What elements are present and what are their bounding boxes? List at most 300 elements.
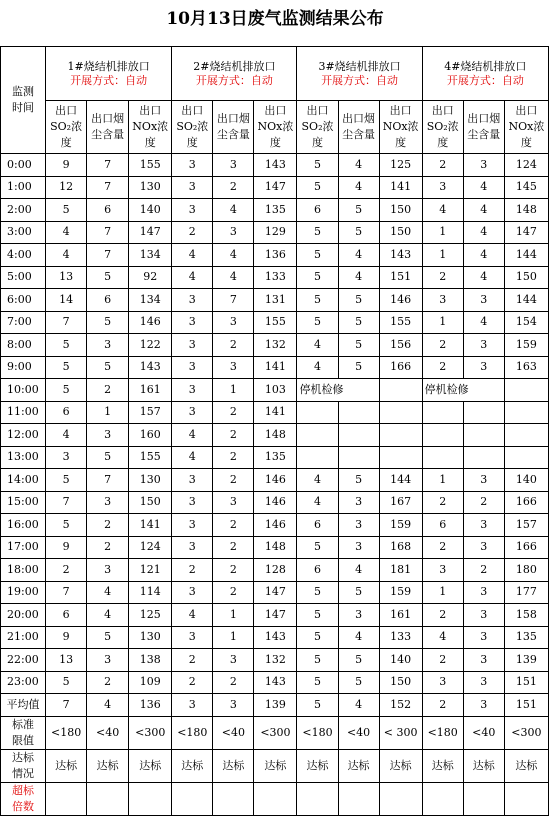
value-cell: 2	[213, 469, 254, 492]
sub-header-1-1: 出口SO₂浓度	[46, 101, 87, 154]
value-cell: 2	[213, 514, 254, 537]
standard-cell: <180	[422, 716, 463, 749]
value-cell: 3	[338, 491, 379, 514]
value-cell: 166	[379, 356, 422, 379]
value-cell: 3	[172, 199, 213, 222]
value-cell: 161	[379, 604, 422, 627]
time-cell: 3:00	[1, 221, 46, 244]
value-cell: 6	[87, 199, 129, 222]
value-cell: 4	[213, 266, 254, 289]
value-cell: 154	[504, 311, 548, 334]
time-cell: 0:00	[1, 154, 46, 177]
value-cell: 4	[213, 244, 254, 267]
value-cell: 3	[87, 559, 129, 582]
value-cell: 5	[338, 199, 379, 222]
value-cell: 6	[297, 199, 338, 222]
value-cell: 131	[254, 289, 297, 312]
table-row	[1, 379, 549, 402]
machine-4-mode: 开展方式：自动	[446, 73, 524, 87]
value-cell: 157	[129, 401, 172, 424]
value-cell: 3	[172, 356, 213, 379]
value-cell: 5	[338, 289, 379, 312]
value-cell: 135	[254, 199, 297, 222]
table-row	[1, 289, 549, 312]
value-cell: 158	[504, 604, 548, 627]
value-cell: 3	[463, 626, 504, 649]
value-cell: 156	[379, 334, 422, 357]
table-row	[1, 491, 549, 514]
value-cell: 3	[213, 311, 254, 334]
value-cell: 2	[172, 671, 213, 694]
sub-header-3-3: 出口NOx浓度	[379, 101, 422, 154]
value-cell: 155	[129, 154, 172, 177]
value-cell: 150	[379, 221, 422, 244]
value-cell: 5	[46, 199, 87, 222]
value-cell: 157	[504, 514, 548, 537]
table-row	[1, 694, 549, 717]
value-cell: 147	[254, 581, 297, 604]
value-cell: 132	[254, 649, 297, 672]
value-cell: 150	[379, 199, 422, 222]
value-cell: 1	[87, 401, 129, 424]
value-cell: 3	[87, 491, 129, 514]
value-cell: 2	[213, 559, 254, 582]
time-cell: 7:00	[1, 311, 46, 334]
standard-cell: <180	[297, 716, 338, 749]
value-cell: 2	[213, 536, 254, 559]
value-cell: 140	[379, 649, 422, 672]
machine-3-name: 3#烧结机排放口	[318, 59, 401, 73]
value-cell: 7	[46, 491, 87, 514]
value-cell: 128	[254, 559, 297, 582]
value-cell: 3	[172, 536, 213, 559]
value-cell: 143	[129, 356, 172, 379]
value-cell: 7	[46, 581, 87, 604]
value-cell: 5	[338, 671, 379, 694]
value-cell: 1	[422, 469, 463, 492]
time-cell: 15:00	[1, 491, 46, 514]
value-cell: 2	[422, 334, 463, 357]
time-cell: 20:00	[1, 604, 46, 627]
value-cell: 2	[172, 559, 213, 582]
value-cell: 3	[463, 649, 504, 672]
exceed-cell	[297, 782, 338, 815]
value-cell: 5	[46, 469, 87, 492]
table-row	[1, 626, 549, 649]
machine-3-mode: 开展方式：自动	[321, 73, 399, 87]
table-row	[1, 199, 549, 222]
value-cell: 3	[213, 221, 254, 244]
value-cell: 151	[504, 694, 548, 717]
value-cell: 148	[254, 424, 297, 447]
value-cell: 3	[213, 694, 254, 717]
exceed-label: 超标倍数	[1, 782, 46, 815]
value-cell: 146	[254, 469, 297, 492]
value-cell: 163	[504, 356, 548, 379]
empty-cell	[504, 424, 548, 447]
value-cell: 3	[172, 176, 213, 199]
value-cell: 147	[254, 176, 297, 199]
value-cell: 140	[504, 469, 548, 492]
status-row	[1, 749, 549, 782]
table-row	[1, 424, 549, 447]
value-cell: 2	[213, 671, 254, 694]
value-cell: 7	[87, 469, 129, 492]
value-cell: 12	[46, 176, 87, 199]
value-cell: 124	[129, 536, 172, 559]
status-cell: 达标	[463, 749, 504, 782]
value-cell: 4	[422, 199, 463, 222]
value-cell: 159	[379, 581, 422, 604]
value-cell: 141	[379, 176, 422, 199]
value-cell: 5	[338, 649, 379, 672]
value-cell: 181	[379, 559, 422, 582]
table-row	[1, 604, 549, 627]
empty-cell	[504, 401, 548, 424]
table-row	[1, 266, 549, 289]
value-cell: 3	[463, 334, 504, 357]
value-cell: 6	[46, 604, 87, 627]
time-cell: 平均值	[1, 694, 46, 717]
value-cell: 5	[338, 311, 379, 334]
value-cell: 3	[463, 581, 504, 604]
value-cell: 132	[254, 334, 297, 357]
value-cell: 4	[46, 221, 87, 244]
value-cell: 143	[254, 671, 297, 694]
value-cell: 161	[129, 379, 172, 402]
value-cell: 145	[504, 176, 548, 199]
value-cell: 5	[338, 356, 379, 379]
value-cell: 5	[46, 334, 87, 357]
table-row	[1, 221, 549, 244]
table-row	[1, 244, 549, 267]
value-cell: 2	[422, 491, 463, 514]
value-cell: 5	[297, 289, 338, 312]
value-cell: 147	[129, 221, 172, 244]
value-cell: 5	[46, 356, 87, 379]
status-cell: 达标	[46, 749, 87, 782]
value-cell: 3	[87, 424, 129, 447]
time-cell: 21:00	[1, 626, 46, 649]
standard-cell: <40	[87, 716, 129, 749]
value-cell: 7	[87, 244, 129, 267]
value-cell: 6	[297, 514, 338, 537]
machine-2-name: 2#烧结机排放口	[193, 59, 276, 73]
value-cell: 4	[338, 154, 379, 177]
sub-header-4-2: 出口烟尘含量	[463, 101, 504, 154]
value-cell: 3	[87, 649, 129, 672]
value-cell: 150	[504, 266, 548, 289]
value-cell: 4	[46, 424, 87, 447]
value-cell: 180	[504, 559, 548, 582]
value-cell: 3	[463, 289, 504, 312]
value-cell: 6	[46, 401, 87, 424]
value-cell: 7	[87, 221, 129, 244]
value-cell: 4	[338, 244, 379, 267]
status-cell: 达标	[87, 749, 129, 782]
value-cell: 167	[379, 491, 422, 514]
value-cell: 3	[213, 649, 254, 672]
exceed-cell	[422, 782, 463, 815]
value-cell: 3	[172, 469, 213, 492]
value-cell: 4	[297, 469, 338, 492]
value-cell: 4	[463, 221, 504, 244]
standard-cell: <40	[463, 716, 504, 749]
empty-cell	[379, 424, 422, 447]
value-cell: 141	[129, 514, 172, 537]
time-cell: 6:00	[1, 289, 46, 312]
value-cell: 5	[297, 221, 338, 244]
value-cell: 141	[254, 401, 297, 424]
value-cell: 4	[213, 199, 254, 222]
sub-header-2-1: 出口SO₂浓度	[172, 101, 213, 154]
value-cell: 7	[46, 694, 87, 717]
exceed-cell	[46, 782, 87, 815]
value-cell: 5	[297, 244, 338, 267]
value-cell: 5	[297, 154, 338, 177]
value-cell: 3	[422, 289, 463, 312]
value-cell: 2	[422, 604, 463, 627]
table-row	[1, 446, 549, 469]
standard-row	[1, 716, 549, 749]
standard-label: 标准限值	[1, 716, 46, 749]
value-cell: 1	[422, 581, 463, 604]
sub-header-1-2: 出口烟尘含量	[87, 101, 129, 154]
time-cell: 17:00	[1, 536, 46, 559]
value-cell: 2	[172, 649, 213, 672]
value-cell: 3	[422, 176, 463, 199]
value-cell: 3	[172, 581, 213, 604]
value-cell: 5	[87, 446, 129, 469]
value-cell: 4	[422, 626, 463, 649]
time-cell: 18:00	[1, 559, 46, 582]
value-cell: 150	[379, 671, 422, 694]
value-cell: 130	[129, 176, 172, 199]
maintenance-note-4: 停机检修	[422, 379, 504, 402]
value-cell: 5	[338, 581, 379, 604]
time-cell: 8:00	[1, 334, 46, 357]
value-cell: 5	[87, 266, 129, 289]
value-cell: 2	[213, 424, 254, 447]
value-cell: 2	[422, 356, 463, 379]
value-cell: 2	[172, 221, 213, 244]
value-cell: 4	[338, 559, 379, 582]
value-cell: 5	[46, 514, 87, 537]
value-cell: 144	[379, 469, 422, 492]
value-cell: 9	[46, 154, 87, 177]
value-cell: 1	[213, 604, 254, 627]
empty-cell	[338, 424, 379, 447]
value-cell: 2	[87, 379, 129, 402]
value-cell: 3	[338, 536, 379, 559]
value-cell: 150	[129, 491, 172, 514]
value-cell: 143	[254, 154, 297, 177]
value-cell: 4	[172, 244, 213, 267]
value-cell: 92	[129, 266, 172, 289]
value-cell: 2	[87, 536, 129, 559]
value-cell: 144	[504, 289, 548, 312]
empty-cell	[297, 446, 338, 469]
time-cell: 1:00	[1, 176, 46, 199]
sub-header-4-3: 出口NOx浓度	[504, 101, 548, 154]
value-cell: 135	[504, 626, 548, 649]
value-cell: 121	[129, 559, 172, 582]
table-row	[1, 401, 549, 424]
value-cell: 2	[213, 176, 254, 199]
exceed-cell	[379, 782, 422, 815]
time-cell: 4:00	[1, 244, 46, 267]
time-cell: 10:00	[1, 379, 46, 402]
status-cell: 达标	[254, 749, 297, 782]
value-cell: 151	[504, 671, 548, 694]
empty-cell	[504, 446, 548, 469]
value-cell: 3	[172, 491, 213, 514]
value-cell: 7	[213, 289, 254, 312]
value-cell: 146	[254, 514, 297, 537]
value-cell: 5	[297, 671, 338, 694]
exceed-cell	[254, 782, 297, 815]
value-cell: 2	[422, 154, 463, 177]
value-cell: 151	[379, 266, 422, 289]
value-cell: 1	[213, 626, 254, 649]
value-cell: 2	[213, 334, 254, 357]
value-cell: 5	[338, 334, 379, 357]
machine-2-header	[172, 47, 297, 101]
value-cell: 3	[463, 604, 504, 627]
value-cell: 146	[129, 311, 172, 334]
value-cell: 14	[46, 289, 87, 312]
table-row	[1, 154, 549, 177]
status-cell: 达标	[297, 749, 338, 782]
value-cell: 2	[422, 694, 463, 717]
value-cell: 4	[172, 424, 213, 447]
value-cell: 5	[87, 626, 129, 649]
time-column-header: 监测时间	[1, 47, 46, 154]
value-cell: 3	[172, 401, 213, 424]
value-cell: 5	[297, 266, 338, 289]
value-cell: 4	[87, 694, 129, 717]
value-cell: 3	[422, 559, 463, 582]
empty-cell	[379, 401, 422, 424]
value-cell: 9	[46, 536, 87, 559]
value-cell: 135	[254, 446, 297, 469]
value-cell: 4	[463, 266, 504, 289]
value-cell: 1	[422, 221, 463, 244]
value-cell: 3	[172, 289, 213, 312]
value-cell: 5	[46, 671, 87, 694]
value-cell: 5	[297, 649, 338, 672]
value-cell: 166	[504, 536, 548, 559]
standard-cell: < 300	[379, 716, 422, 749]
machine-1-header	[46, 47, 172, 101]
value-cell: 130	[129, 469, 172, 492]
value-cell: 13	[46, 266, 87, 289]
value-cell: 4	[297, 491, 338, 514]
status-label: 达标情况	[1, 749, 46, 782]
table-row	[1, 581, 549, 604]
time-cell: 11:00	[1, 401, 46, 424]
value-cell: 133	[254, 266, 297, 289]
value-cell: 155	[254, 311, 297, 334]
empty-cell	[338, 401, 379, 424]
value-cell: 5	[297, 694, 338, 717]
value-cell: 4	[338, 266, 379, 289]
value-cell: 3	[172, 626, 213, 649]
value-cell: 2	[213, 581, 254, 604]
exceed-cell	[129, 782, 172, 815]
machine-3-header	[297, 47, 422, 101]
value-cell: 2	[422, 536, 463, 559]
empty-cell	[463, 424, 504, 447]
value-cell: 146	[379, 289, 422, 312]
value-cell: 147	[504, 221, 548, 244]
value-cell: 152	[379, 694, 422, 717]
table-row	[1, 356, 549, 379]
value-cell: 4	[463, 176, 504, 199]
value-cell: 4	[172, 604, 213, 627]
value-cell: 160	[129, 424, 172, 447]
sub-header-3-1: 出口SO₂浓度	[297, 101, 338, 154]
value-cell: 5	[297, 176, 338, 199]
value-cell: 5	[297, 581, 338, 604]
value-cell: 136	[254, 244, 297, 267]
machine-2-mode: 开展方式：自动	[195, 73, 273, 87]
value-cell: 3	[463, 469, 504, 492]
value-cell: 133	[379, 626, 422, 649]
machine-4-name: 4#烧结机排放口	[444, 59, 527, 73]
value-cell: 129	[254, 221, 297, 244]
value-cell: 5	[338, 469, 379, 492]
value-cell: 7	[46, 311, 87, 334]
value-cell: 5	[297, 311, 338, 334]
value-cell: 7	[87, 176, 129, 199]
value-cell: 168	[379, 536, 422, 559]
sub-header-1-3: 出口NOx浓度	[129, 101, 172, 154]
value-cell: 4	[87, 581, 129, 604]
page-title: 10月13日废气监测结果公布	[166, 9, 384, 29]
emission-table	[0, 46, 549, 816]
value-cell: 4	[297, 356, 338, 379]
value-cell: 3	[213, 356, 254, 379]
value-cell: 141	[254, 356, 297, 379]
empty-cell	[422, 446, 463, 469]
table-row	[1, 176, 549, 199]
value-cell: 3	[463, 154, 504, 177]
value-cell: 146	[254, 491, 297, 514]
exceed-row	[1, 782, 549, 815]
value-cell: 143	[379, 244, 422, 267]
status-cell: 达标	[213, 749, 254, 782]
value-cell: 13	[46, 649, 87, 672]
time-cell: 9:00	[1, 356, 46, 379]
table-row	[1, 334, 549, 357]
value-cell: 139	[254, 694, 297, 717]
time-cell: 5:00	[1, 266, 46, 289]
value-cell: 4	[172, 446, 213, 469]
table-row	[1, 469, 549, 492]
value-cell: 3	[463, 536, 504, 559]
table-row	[1, 559, 549, 582]
value-cell: 3	[172, 154, 213, 177]
time-cell: 14:00	[1, 469, 46, 492]
value-cell: 3	[422, 671, 463, 694]
status-cell: 达标	[338, 749, 379, 782]
machine-4-header	[422, 47, 548, 101]
empty-cell	[379, 446, 422, 469]
sub-header-3-2: 出口烟尘含量	[338, 101, 379, 154]
value-cell: 166	[504, 491, 548, 514]
value-cell: 125	[379, 154, 422, 177]
